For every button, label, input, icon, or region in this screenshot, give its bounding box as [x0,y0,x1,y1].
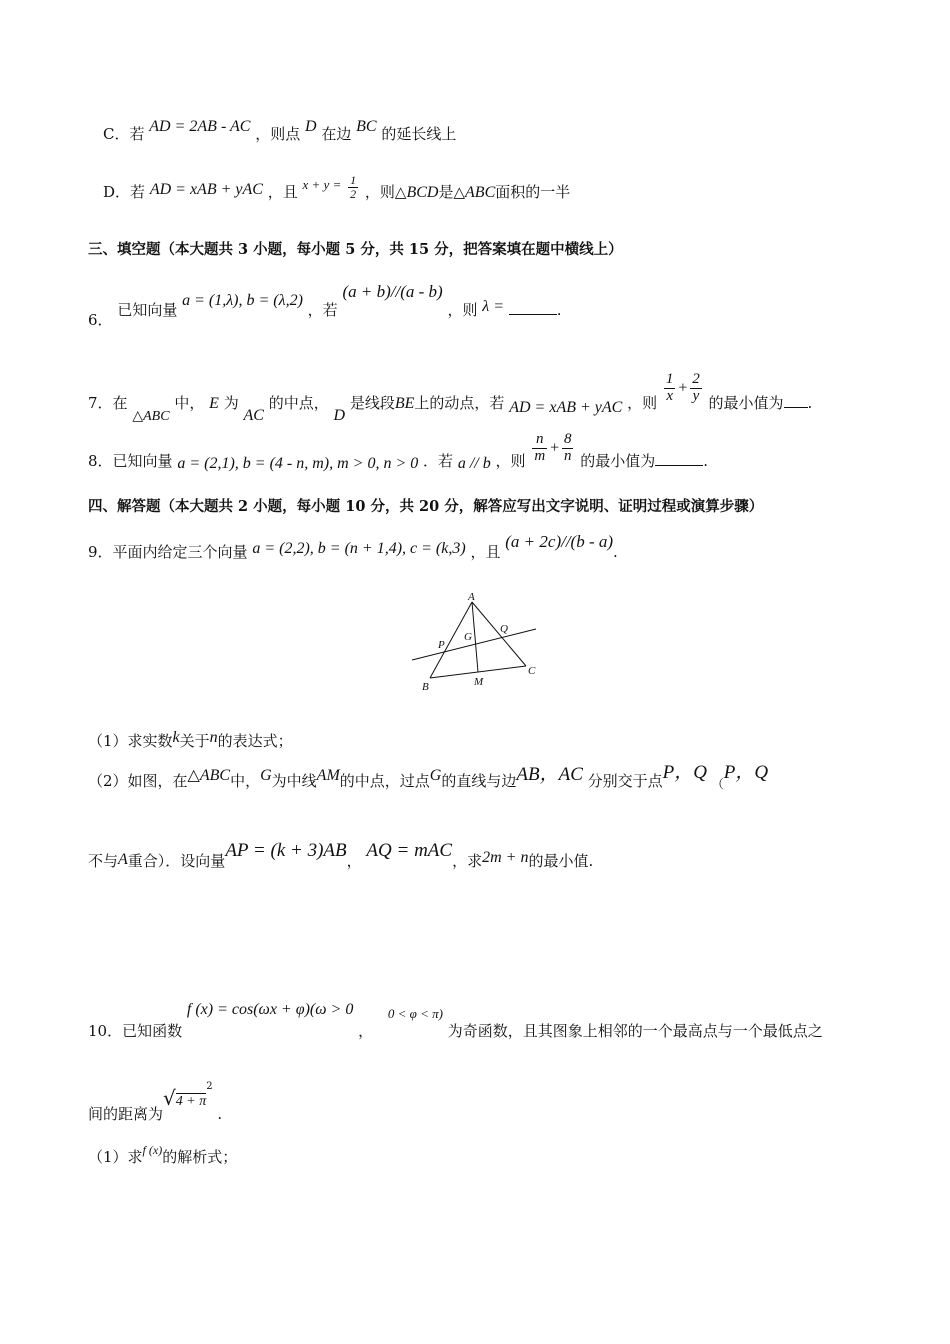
section-4-heading: 四、解答题（本大题共 2 小题，每小题 10 分，共 20 分，解答应写出文字说明、证明过程或演算步骤） [88,498,764,515]
label-p: P [438,639,445,651]
option-d: D．若 AD = xAB + yAC ，且 x + y = $\frac{1}{2}$ ，则△BCD是△ABC面积的一半 [103,173,571,202]
q6-condition: (a + b)//(a - b) [342,282,443,301]
question-9: 9．平面内给定三个向量 a = (2,2), b = (n + 1,4), c = (k,3) ，且 (a + 2c)//(b - a). [88,532,618,561]
q9-aq-equation: AQ = mAC [366,840,453,861]
label-m: M [474,676,484,688]
q10-part-1: （1）求f (x)的解析式； [88,1143,238,1166]
option-d-label: D．若 [103,183,146,202]
q6-answer-blank[interactable] [509,300,557,315]
q9-part-1: （1）求实数k关于n的表达式； [88,729,293,750]
q9-vectors: a = (2,2), b = (n + 1,4), c = (k,3) [252,540,466,557]
label-c: C [528,665,536,677]
sqrt-sign: √ [163,1086,176,1110]
q8-answer-blank[interactable] [655,451,703,466]
q6-vectors: a = (1,λ), b = (λ,2) [182,292,303,309]
question-10: 10．已知函数 f (x) = cos(ωx + φ)(ω > 0 ， 0 < φ < π) 为奇函数，且其图象上相邻的一个最高点与一个最低点之 [88,1001,823,1040]
option-c-label: C．若 [103,125,145,143]
label-q: Q [500,623,508,635]
q9-part-2-cont: 不与A重合）．设向量AP = (k + 3)AB， AQ = mAC，求2m + n的最小值. [88,840,594,870]
q10-line-2: 间的距离为$√4 + \pi^2$ . [88,1081,223,1123]
question-8: 8．已知向量 a = (2,1), b = (4 - n, m), m > 0, n > 0 ．若 a // b ，则 $\frac{n}{m}$ + $\frac{8}{n}$ 的最小值为 . [88,431,709,473]
q9-condition: (a + 2c)//(b - a) [505,532,614,551]
option-c: C．若 AD = 2AB - AC ，则点 D 在边 BC 的延长线上 [103,118,457,143]
q9-ap-equation: AP = (k + 3)AB [225,840,347,861]
question-7: 7．在 △ABC 中， E 为 AC 的中点， D 是线段BE上的动点，若 AD = xAB + yAC ，则 $\frac{1}{x}$ + $\frac{2}{y}$ 的最小值为 . [88,371,813,425]
q7-answer-blank[interactable] [784,393,808,408]
q9-part-2: （2）如图，在△ABC中，G为中线AM的中点，过点G的直线与边AB，AC 分别交于点P，Q $_($P，Q [88,762,769,791]
option-d-equation: AD = xAB + yAC [149,181,263,199]
triangle-figure [400,588,550,698]
median-am [472,602,478,672]
section-3-heading: 三、填空题（本大题共 3 小题，每小题 5 分，共 15 分，把答案填在题中横线上） [88,241,623,258]
question-6: 6． 已知向量 a = (1,λ), b = (λ,2) ，若 (a + b)//(a - b) ，则 λ = . [88,282,562,329]
option-c-equation: AD = 2AB - AC [149,118,251,135]
label-a: A [468,591,475,603]
q8-vectors: a = (2,1), b = (4 - n, m), m > 0, n > 0 [177,455,419,473]
label-g: G [464,631,472,643]
q7-equation: AD = xAB + yAC [509,399,623,417]
q10-function: f (x) = cos(ωx + φ)(ω > 0 [186,1001,354,1018]
label-b: B [422,681,429,693]
